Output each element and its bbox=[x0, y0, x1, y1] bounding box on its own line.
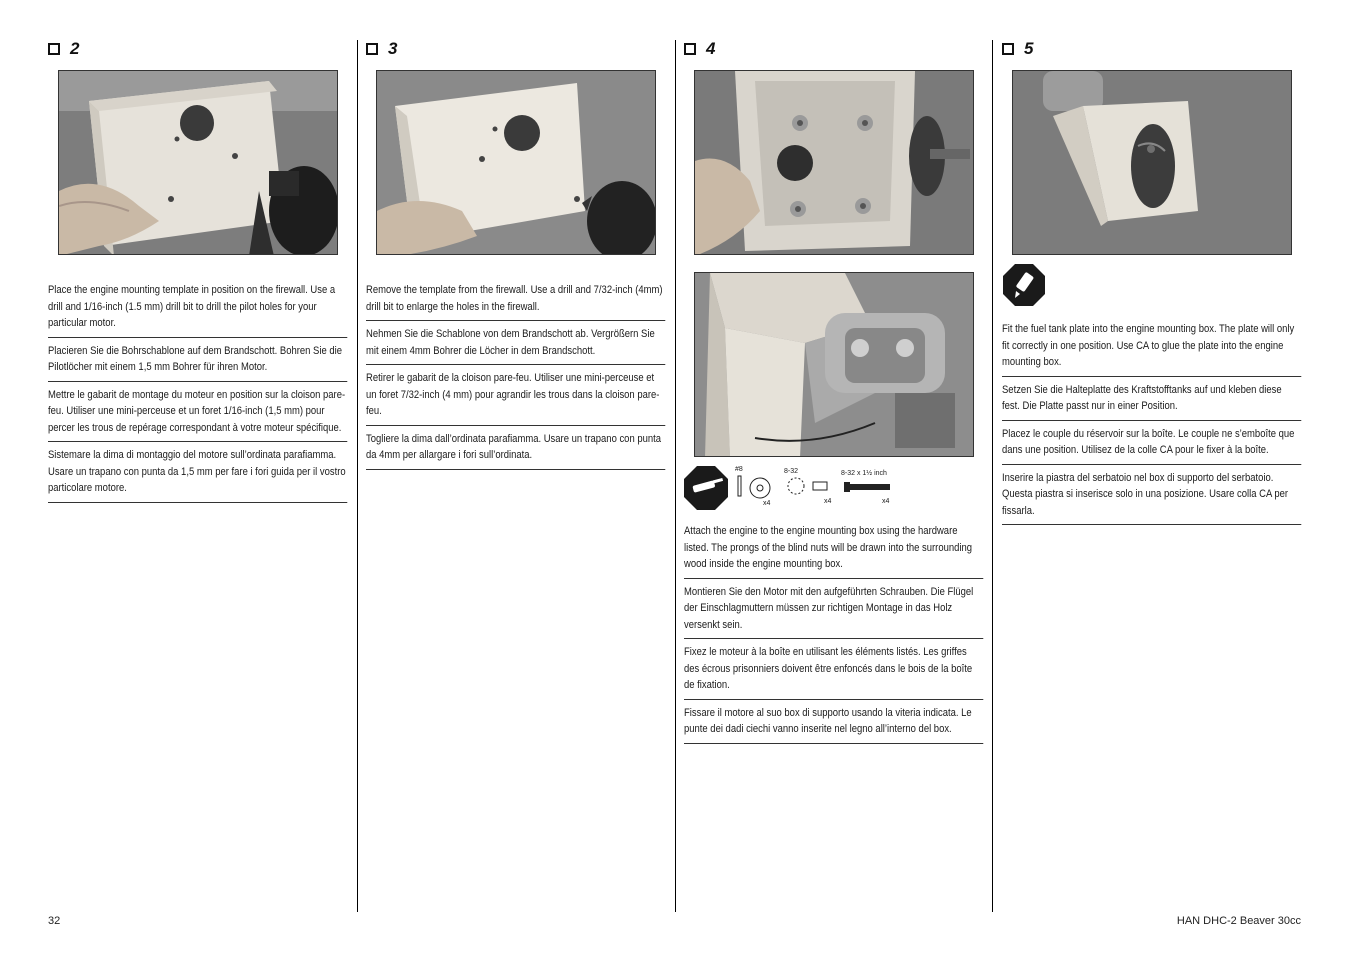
step-4-photo-engine-attached bbox=[694, 272, 974, 457]
step-4-column bbox=[684, 40, 984, 58]
product-name: HAN DHC-2 Beaver 30cc bbox=[1176, 915, 1301, 927]
step-checkbox[interactable] bbox=[684, 43, 696, 55]
hardware-label-blind-nut: 8-32 bbox=[784, 468, 799, 475]
step-2-text bbox=[48, 282, 348, 503]
instruction-fr: Retirer le gabarit de la cloison pare-feu. Utiliser une mini-perceuse et un foret 7/32-inch (4 mm) pour agrandir les trous dans la cloison pare-feu. bbox=[366, 365, 665, 426]
step-5-header bbox=[1002, 40, 1302, 58]
step-5-photo bbox=[1012, 70, 1292, 255]
instruction-it: Fissare il motore al suo box di supporto usando la viteria indicata. Le punte dei dadi ciechi vanno inserite nel legno all’interno del box. bbox=[684, 700, 983, 744]
instruction-de: Nehmen Sie die Schablone von dem Brandschott ab. Vergrößern Sie mit einem 4mm Bohrer die Löcher in dem Brandschott. bbox=[366, 321, 665, 365]
page-number: 32 bbox=[48, 915, 61, 927]
step-4-header bbox=[684, 40, 984, 58]
hardware-qty-blind-nut: x4 bbox=[824, 498, 832, 505]
hardware-label-washer: #8 bbox=[735, 466, 743, 473]
instruction-en: Attach the engine to the engine mounting box using the hardware listed. The prongs of the blind nuts will be drawn into the surrounding wood inside the engine mounting box. bbox=[684, 523, 983, 579]
step-2-header bbox=[48, 40, 348, 58]
ca-glue-bottle-icon bbox=[1002, 263, 1046, 312]
step-4-hardware-list bbox=[684, 464, 904, 510]
instruction-de: Setzen Sie die Halteplatte des Kraftstofftanks auf und kleben diese fest. Die Platte passt nur in einer Position. bbox=[1002, 377, 1301, 421]
step-4-photo-blind-nuts bbox=[694, 70, 974, 255]
step-number: 3 bbox=[388, 39, 398, 58]
instruction-fr: Placez le couple du réservoir sur la boîte. Le couple ne s’emboîte que dans une position. Utilisez de la colle CA pour le fixer à la boîte. bbox=[1002, 421, 1301, 465]
hardware-qty-washer: x4 bbox=[763, 500, 771, 507]
step-4-text bbox=[684, 523, 984, 744]
step-checkbox[interactable] bbox=[48, 43, 60, 55]
instruction-it: Togliere la dima dall’ordinata parafiamma. Usare un trapano con punta da 4mm per allargare i fori sull’ordinata. bbox=[366, 426, 665, 470]
column-divider bbox=[675, 40, 676, 912]
bolt-icon bbox=[844, 482, 850, 492]
step-3-header bbox=[366, 40, 666, 58]
step-3-text bbox=[366, 282, 666, 470]
instruction-en: Fit the fuel tank plate into the engine mounting box. The plate will only fit correctly in one position. Use CA to glue the plate into the engine mounting box. bbox=[1002, 321, 1301, 377]
step-checkbox[interactable] bbox=[1002, 43, 1014, 55]
step-number: 4 bbox=[706, 39, 716, 58]
instruction-en: Remove the template from the firewall. Use a drill and 7/32-inch (4mm) drill bit to enlarge the holes in the firewall. bbox=[366, 282, 665, 321]
washer-icon bbox=[750, 478, 770, 498]
step-2-column bbox=[48, 40, 348, 58]
column-divider bbox=[357, 40, 358, 912]
washer-bolt-icon bbox=[738, 476, 741, 496]
step-5-column bbox=[1002, 40, 1302, 58]
hardware-qty-bolt: x4 bbox=[882, 498, 890, 505]
blind-nut-icon bbox=[788, 478, 804, 494]
hardware-label-bolt: 8-32 x 1½ inch bbox=[841, 470, 887, 477]
step-3-photo bbox=[376, 70, 656, 255]
instruction-it: Inserire la piastra del serbatoio nel box di supporto del serbatoio. Questa piastra si inserisce solo in una posizione. Usare colla CA per fissarla. bbox=[1002, 465, 1301, 526]
column-divider bbox=[992, 40, 993, 912]
instruction-fr: Fixez le moteur à la boîte en utilisant les éléments listés. Les griffes des écrous prisonniers doivent être enfoncés dans le bois de la boîte de fixation. bbox=[684, 639, 983, 700]
step-5-text bbox=[1002, 321, 1302, 525]
step-checkbox[interactable] bbox=[366, 43, 378, 55]
instruction-de: Montieren Sie den Motor mit den aufgeführten Schrauben. Die Flügel der Einschlagmuttern müssen zur richtigen Montage in das Holz versenkt sein. bbox=[684, 579, 983, 640]
instruction-it: Sistemare la dima di montaggio del motore sull’ordinata parafiamma. Usare un trapano con punta da 1,5 mm per fare i fori guida per il vostro particolare motore. bbox=[48, 442, 347, 503]
screwdriver-icon bbox=[684, 466, 728, 510]
instruction-en: Place the engine mounting template in position on the firewall. Use a drill and 1/16-inch (1.5 mm) drill bit to drill the pilot holes for your particular motor. bbox=[48, 282, 347, 338]
step-2-photo bbox=[58, 70, 338, 255]
step-3-column bbox=[366, 40, 666, 58]
step-number: 2 bbox=[70, 39, 80, 58]
instruction-de: Placieren Sie die Bohrschablone auf dem Brandschott. Bohren Sie die Pilotlöcher mit einem 1,5 mm Bohrer für ihren Motor. bbox=[48, 338, 347, 382]
step-number: 5 bbox=[1024, 39, 1034, 58]
instruction-fr: Mettre le gabarit de montage du moteur en position sur la cloison pare-feu. Utiliser une mini-perceuse et un foret 1/16-inch (1,5 mm) pour percer les trous de repérage correspondant à votre moteur spécifique. bbox=[48, 382, 347, 443]
